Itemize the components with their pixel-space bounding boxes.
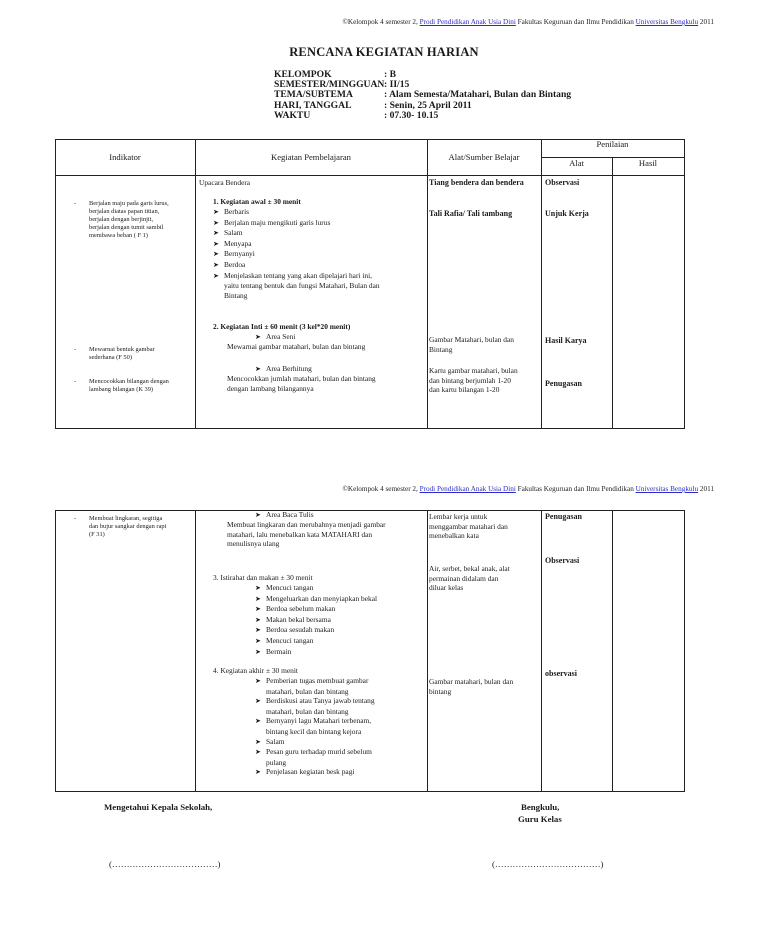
list-item-text: Berbaris xyxy=(224,207,250,216)
list-item-text: Salam xyxy=(266,736,285,746)
indicator-bullet: - xyxy=(74,346,77,353)
list-item xyxy=(213,271,380,282)
desc-line: Mencocokkan jumlah matahari, bulan dan bintang xyxy=(227,374,376,383)
alat-sumber-2: Tali Rafia/ Tali tambang xyxy=(429,209,513,218)
list-item-text: Bernyanyi lagu Matahari terbenam, xyxy=(266,716,372,726)
arrow-bullet-icon: ➤ xyxy=(213,250,219,259)
meta-value: : 07.30- 10.15 xyxy=(384,109,439,121)
list-item xyxy=(213,207,380,218)
list-item-text: Mencuci tangan xyxy=(266,583,314,592)
indicator-line: lambang bilangan (K 39) xyxy=(89,386,154,393)
indicator-line: Berjalan maju pada garis lurus, xyxy=(89,200,169,207)
col-divider xyxy=(541,510,542,791)
desc-line: Membuat lingkaran dan merubahnya menjadi gambar xyxy=(227,520,386,529)
arrow-bullet-icon: ➤ xyxy=(255,636,261,645)
indicator-line: Membuat lingkaran, segitiga xyxy=(89,515,163,522)
meta-label: TEMA/SUBTEMA xyxy=(274,89,353,101)
indicator-item xyxy=(89,515,166,539)
penilaian-p2-1: Penugasan xyxy=(545,512,582,521)
indicator-line: berjalan dengan tumit sambil xyxy=(89,224,164,231)
list-item-text: Berdoa sebelum makan xyxy=(266,604,336,614)
list-item-cont: yaitu tentang bentuk dan fungsi Matahari, Bulan dan xyxy=(224,281,380,291)
area-berhitung-label: Area Berhitung xyxy=(266,364,312,373)
list-item-text: Berdoa sesudah makan xyxy=(266,625,335,635)
header-kegiatan: Kegiatan Pembelajaran xyxy=(271,152,351,162)
header-hasil: Hasil xyxy=(638,158,658,168)
page-title: RENCANA KEGIATAN HARIAN xyxy=(289,45,479,59)
list-item xyxy=(255,747,375,758)
seni-desc: Mewarnai gambar matahari, bulan dan bintang xyxy=(227,342,366,351)
list-item xyxy=(255,716,375,727)
area-seni xyxy=(255,332,295,343)
meta-value: : Senin, 25 April 2011 xyxy=(384,99,472,111)
indicator-line: sederhana (F 50) xyxy=(89,354,132,361)
indicator-line: Mencocokkan bilangan dengan xyxy=(89,378,169,385)
indicator-bullet: - xyxy=(74,200,77,207)
indicator-bullet: - xyxy=(74,378,77,385)
col-divider xyxy=(612,157,613,428)
list-item xyxy=(213,228,380,239)
desc-line: Kartu gambar matahari, bulan xyxy=(429,366,518,375)
penilaian-1: Observasi xyxy=(545,178,580,187)
upacara-text: Upacara Bendera xyxy=(199,178,251,187)
list-item-cont: Bintang xyxy=(224,290,248,300)
header-link-prodi[interactable]: Prodi Pendidikan Anak Usia Dini xyxy=(419,485,516,493)
desc-line: menggambar matahari dan xyxy=(429,521,508,531)
arrow-bullet-icon: ➤ xyxy=(255,647,261,656)
area-baca xyxy=(255,510,314,521)
col-divider xyxy=(612,510,613,791)
alat-sumber-3 xyxy=(429,335,514,354)
area-seni-label: Area Seni xyxy=(266,332,296,341)
desc-line: menebalkan kata xyxy=(429,531,479,541)
arrow-bullet-icon: ➤ xyxy=(213,218,219,227)
indicator-item xyxy=(89,346,155,362)
meta-value: : II/15 xyxy=(384,79,410,91)
list-item xyxy=(255,636,377,647)
page-header-1 xyxy=(342,18,714,26)
signature-right-blank: (………………………………) xyxy=(492,859,604,869)
alat-sumber-1: Tiang bendera dan bendera xyxy=(429,178,524,187)
kegiatan-awal-list xyxy=(213,207,380,300)
meta-label: WAKTU xyxy=(274,109,311,121)
indicator-line: berjalan dengan berjinjit, xyxy=(89,216,154,223)
indicator-line: dan bujur sangkar dengan rapi xyxy=(89,523,167,530)
list-item-cont: pulang xyxy=(266,757,287,767)
desc-line: permainan didalam dan xyxy=(429,573,499,583)
arrow-bullet-icon: ➤ xyxy=(255,768,261,777)
header-prefix: ©Kelompok 4 semester 2, xyxy=(342,18,418,26)
signature-right-label: Guru Kelas xyxy=(518,814,562,824)
penilaian-4: Penugasan xyxy=(545,379,582,388)
list-item-cont: matahari, bulan dan bintang xyxy=(266,686,349,696)
list-item xyxy=(213,239,380,250)
list-item-text: Bernyanyi xyxy=(224,249,255,259)
arrow-bullet-icon: ➤ xyxy=(255,615,261,624)
desc-line: Gambar matahari, bulan dan xyxy=(429,677,514,686)
header-link-university[interactable]: Universitas Bengkulu xyxy=(635,18,699,26)
indicator-line: Mewarnai bentuk gambar xyxy=(89,346,155,353)
col-divider xyxy=(195,510,196,791)
list-item xyxy=(213,260,380,271)
list-item xyxy=(213,249,380,260)
meta-block xyxy=(274,70,571,121)
signature-place: Bengkulu, xyxy=(521,802,560,812)
arrow-bullet-icon: ➤ xyxy=(255,677,261,685)
list-item-text: Makan bekal bersama xyxy=(266,614,331,624)
indicator-item xyxy=(89,200,169,240)
list-item xyxy=(213,218,380,229)
meta-value: : Alam Semesta/Matahari, Bulan dan Bintang xyxy=(384,89,572,101)
berhitung-desc xyxy=(227,374,376,393)
list-item-text: Bermain xyxy=(266,646,292,656)
signature-left-label: Mengetahui Kepala Sekolah, xyxy=(104,802,213,812)
page-header-2 xyxy=(342,485,714,493)
arrow-bullet-icon: ➤ xyxy=(213,271,219,280)
alat-sumber-p2-3 xyxy=(429,677,513,696)
arrow-bullet-icon: ➤ xyxy=(255,333,261,341)
arrow-bullet-icon: ➤ xyxy=(213,260,219,269)
arrow-bullet-icon: ➤ xyxy=(255,748,261,757)
arrow-bullet-icon: ➤ xyxy=(255,626,261,635)
meta-label: KELOMPOK xyxy=(274,69,332,80)
meta-label: HARI, TANGGAL xyxy=(274,99,352,111)
header-alat: Alat xyxy=(569,158,584,168)
indicator-line: (F 31) xyxy=(89,531,105,538)
indicator-line: membawa beban ( F 1) xyxy=(89,232,148,239)
list-item xyxy=(255,583,377,594)
arrow-bullet-icon: ➤ xyxy=(255,511,261,519)
arrow-bullet-icon: ➤ xyxy=(213,229,219,238)
list-item xyxy=(255,594,377,605)
list-item xyxy=(255,767,375,778)
header-prefix: ©Kelompok 4 semester 2, xyxy=(342,485,418,493)
istirahat-list xyxy=(255,583,377,657)
header-indikator: Indikator xyxy=(109,152,141,162)
header-faculty: Fakultas Keguruan dan Ilmu Pendidikan xyxy=(517,485,634,493)
penilaian-p2-3: observasi xyxy=(545,669,577,678)
desc-line: matahari, lalu menebalkan kata MATAHARI dan xyxy=(227,529,373,539)
list-item-text: Mengeluarkan dan menyiapkan bekal xyxy=(266,593,378,603)
kegiatan-awal-title: 1. Kegiatan awal ± 30 menit xyxy=(213,197,301,206)
area-berhitung xyxy=(255,364,312,375)
meta-value: : B xyxy=(384,69,396,80)
list-item-cont: matahari, bulan dan bintang xyxy=(266,706,349,716)
header-alat-sumber: Alat/Sumber Belajar xyxy=(448,152,520,162)
desc-line: menulisnya ulang xyxy=(227,539,280,549)
desc-line: Gambar Matahari, bulan dan xyxy=(429,335,514,344)
penilaian-3: Hasil Karya xyxy=(545,336,587,345)
desc-line: diluar kelas xyxy=(429,583,464,593)
header-year: 2011 xyxy=(699,18,714,26)
indicator-line: berjalan diatas papan titian, xyxy=(89,208,160,215)
arrow-bullet-icon: ➤ xyxy=(255,584,261,592)
arrow-bullet-icon: ➤ xyxy=(213,208,219,216)
row-divider xyxy=(55,175,684,176)
arrow-bullet-icon: ➤ xyxy=(213,239,219,248)
desc-line: dengan lambang bilangannya xyxy=(227,383,314,393)
arrow-bullet-icon: ➤ xyxy=(255,737,261,746)
header-link-university[interactable]: Universitas Bengkulu xyxy=(635,485,699,493)
desc-line: dan kartu bilangan 1-20 xyxy=(429,385,500,395)
desc-line: Lembar kerja untuk xyxy=(429,512,488,521)
penilaian-2: Unjuk Kerja xyxy=(545,209,589,218)
signature-left-blank: (………………………………) xyxy=(109,859,221,869)
header-faculty: Fakultas Keguruan dan Ilmu Pendidikan xyxy=(517,18,634,26)
list-item-cont: bintang kecil dan bintang kejora xyxy=(266,726,362,736)
indicator-item xyxy=(89,378,169,394)
list-item-text: Mencuci tangan xyxy=(266,635,314,645)
list-item xyxy=(255,625,377,636)
area-baca-label: Area Baca Tulis xyxy=(266,510,314,519)
list-item-text: Berdiskusi atau Tanya jawab tentang xyxy=(266,696,375,706)
list-item xyxy=(255,647,377,658)
arrow-bullet-icon: ➤ xyxy=(255,717,261,726)
header-penilaian: Penilaian xyxy=(596,139,629,149)
list-item-text: Berdoa xyxy=(224,259,246,269)
alat-sumber-p2-1 xyxy=(429,512,508,541)
col-divider xyxy=(541,139,542,428)
kegiatan-inti-title: 2. Kegiatan Inti ± 60 menit (3 kel*20 menit) xyxy=(213,322,351,331)
list-item-text: Berjalan maju mengikuti garis lurus xyxy=(224,217,331,227)
list-item xyxy=(255,737,375,748)
baca-desc xyxy=(227,520,386,549)
arrow-bullet-icon: ➤ xyxy=(255,594,261,603)
list-item-text: Penjelasan kegiatan besk pagi xyxy=(266,767,355,777)
indicator-bullet: - xyxy=(74,515,77,522)
meta-label: SEMESTER/MINGGUAN xyxy=(274,79,385,91)
desc-line: Air, serbet, bekal anak, alat xyxy=(429,564,510,573)
list-item xyxy=(255,696,375,707)
header-link-prodi[interactable]: Prodi Pendidikan Anak Usia Dini xyxy=(419,18,516,26)
header-year: 2011 xyxy=(699,485,714,493)
kegiatan-akhir-list xyxy=(255,676,375,778)
arrow-bullet-icon: ➤ xyxy=(255,605,261,614)
list-item-text: Pemberian tugas membuat gambar xyxy=(266,676,369,685)
list-item-text: Pesan guru terhadap murid sebelum xyxy=(266,747,372,757)
col-divider xyxy=(427,510,428,791)
desc-line: Bintang xyxy=(429,344,453,354)
alat-sumber-p2-2 xyxy=(429,564,510,593)
list-item xyxy=(255,615,377,626)
list-item-text: Menjelaskan tentang yang akan dipelajari hari ini, xyxy=(224,270,372,280)
col-divider xyxy=(427,139,428,428)
desc-line: dan bintang berjumlah 1-20 xyxy=(429,375,511,385)
arrow-bullet-icon: ➤ xyxy=(255,365,261,373)
kegiatan-akhir-title: 4. Kegiatan akhir ± 30 menit xyxy=(213,666,298,675)
desc-line: bintang xyxy=(429,686,452,696)
arrow-bullet-icon: ➤ xyxy=(255,697,261,706)
penilaian-p2-2: Observasi xyxy=(545,556,580,565)
istirahat-title: 3. Istirahat dan makan ± 30 menit xyxy=(213,573,313,582)
list-item xyxy=(255,604,377,615)
list-item xyxy=(255,676,375,687)
col-divider xyxy=(195,139,196,428)
list-item-text: Salam xyxy=(224,228,243,238)
list-item-text: Menyapa xyxy=(224,238,252,248)
alat-sumber-4 xyxy=(429,366,518,395)
